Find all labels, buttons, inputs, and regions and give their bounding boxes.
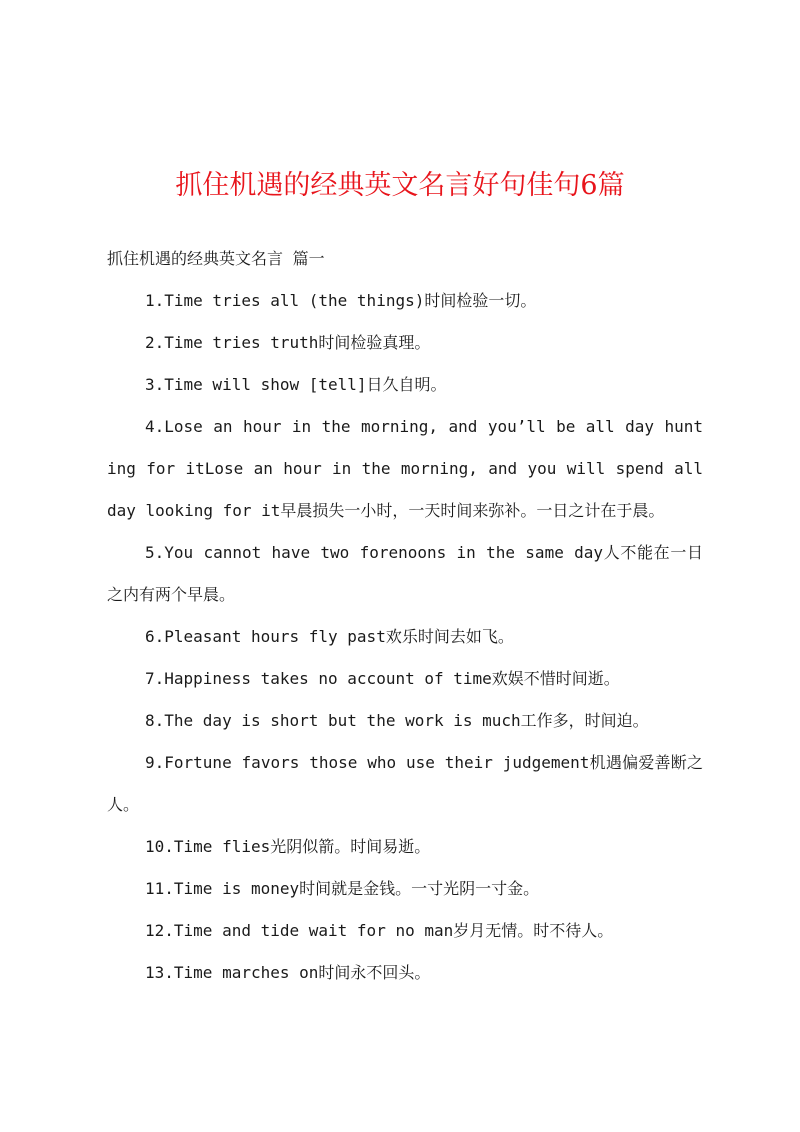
quote-item: 9.Fortune favors those who use their judgement机遇偏爱善断之人。 xyxy=(107,753,703,814)
document-title: 抓住机遇的经典英文名言好句佳句6篇 xyxy=(175,170,625,201)
quote-item: 6.Pleasant hours fly past欢乐时间去如飞。 xyxy=(145,627,514,646)
quote-item: 3.Time will show [tell]日久自明。 xyxy=(145,375,447,394)
quote-item: 8.The day is short but the work is much工作多，时间迫。 xyxy=(145,711,649,730)
quote-item: 1.Time tries all (the things)时间检验一切。 xyxy=(145,291,537,310)
quote-item: 7.Happiness takes no account of time欢娱不惜时间逝。 xyxy=(145,669,620,688)
quote-item: 5.You cannot have two forenoons in the same day人不能在一日之内有两个早晨。 xyxy=(107,543,703,604)
section-heading: 抓住机遇的经典英文名言 篇一 xyxy=(107,249,325,268)
quote-item: 13.Time marches on时间永不回头。 xyxy=(145,963,431,982)
document-body xyxy=(107,238,703,994)
quote-item: 10.Time flies光阴似箭。时间易逝。 xyxy=(145,837,431,856)
quote-item: 2.Time tries truth时间检验真理。 xyxy=(145,333,431,352)
quote-item: 11.Time is money时间就是金钱。一寸光阴一寸金。 xyxy=(145,879,540,898)
quote-item: 12.Time and tide wait for no man岁月无情。时不待人。 xyxy=(145,921,614,940)
quote-item: 4.Lose an hour in the morning, and you’ll be all day hunting for itLose an hour in the morning, and you will spend all day looking for it早晨损失一小时，一天时间来弥补。一日之计在于晨。 xyxy=(107,417,703,520)
